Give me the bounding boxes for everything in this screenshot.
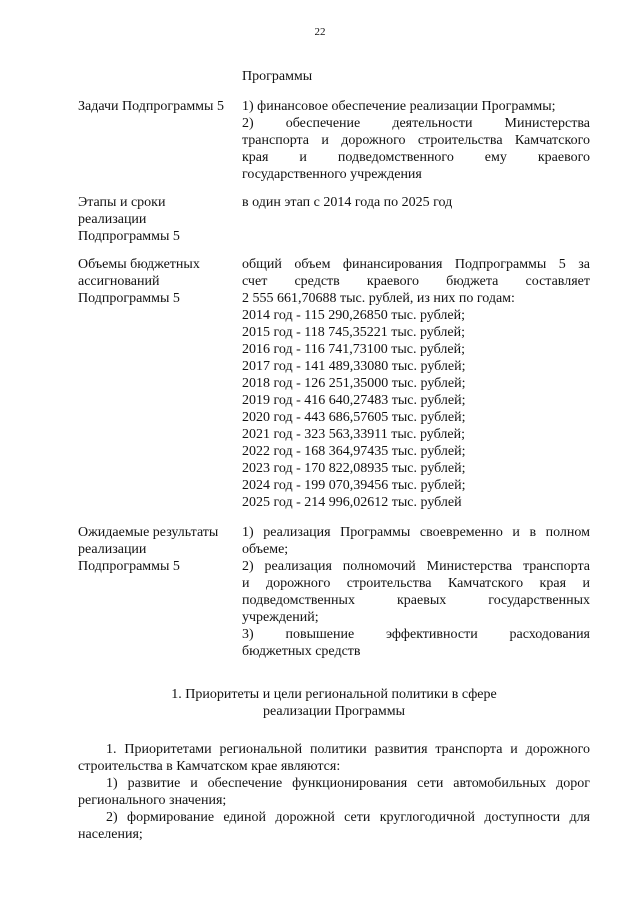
body-line: 1) развитие и обеспечение функционирования сети автомобильных дорог — [106, 776, 590, 791]
results-label-line: Ожидаемые результаты — [78, 525, 219, 540]
stages-label-line: Этапы и сроки — [78, 195, 166, 210]
stages-value-text: в один этап с 2014 года по 2025 год — [242, 195, 453, 210]
results-line: 2) реализация полномочий Министерства транспорта — [242, 559, 590, 574]
section-heading — [78, 686, 590, 720]
results-line: и дорожного строительства Камчатского края и — [242, 576, 590, 591]
results-line: учреждений; — [242, 610, 319, 625]
tasks-line: края и подведомственного ему краевого — [242, 150, 590, 165]
stages-label-line: реализации — [78, 212, 147, 227]
budget-year: 2021 год - 323 563,33911 тыс. рублей; — [242, 427, 465, 442]
results-line: бюджетных средств — [242, 644, 361, 659]
results-value — [242, 524, 590, 660]
tasks-line: государственного учреждения — [242, 167, 422, 182]
budget-label-line: ассигнований — [78, 274, 160, 289]
tasks-label — [78, 98, 238, 115]
stages-label-line: Подпрограммы 5 — [78, 229, 180, 244]
budget-year: 2015 год - 118 745,35221 тыс. рублей; — [242, 325, 465, 340]
results-line: подведомственных краевых государственных — [242, 593, 590, 608]
budget-label — [78, 256, 238, 307]
budget-year: 2024 год - 199 070,39456 тыс. рублей; — [242, 478, 466, 493]
budget-line: 2 555 661,70688 тыс. рублей, из них по годам: — [242, 291, 515, 306]
body-line: строительства в Камчатском крае являются: — [78, 759, 341, 774]
budget-label-line: Объемы бюджетных — [78, 257, 200, 272]
budget-year: 2018 год - 126 251,35000 тыс. рублей; — [242, 376, 466, 391]
budget-value — [242, 256, 590, 511]
tasks-value — [242, 98, 590, 183]
body-line: населения; — [78, 827, 143, 842]
budget-year: 2017 год - 141 489,33080 тыс. рублей; — [242, 359, 466, 374]
budget-year: 2020 год - 443 686,57605 тыс. рублей; — [242, 410, 466, 425]
budget-year: 2016 год - 116 741,73100 тыс. рублей; — [242, 342, 465, 357]
results-label — [78, 524, 238, 575]
stages-label — [78, 194, 238, 245]
budget-line: счет средств краевого бюджета составляет — [242, 274, 590, 289]
budget-year: 2023 год - 170 822,08935 тыс. рублей; — [242, 461, 466, 476]
passport-carryover — [242, 68, 590, 85]
body-line: регионального значения; — [78, 793, 227, 808]
tasks-line: 2) обеспечение деятельности Министерства — [242, 116, 590, 131]
budget-year: 2025 год - 214 996,02612 тыс. рублей — [242, 495, 462, 510]
carryover-text: Программы — [242, 69, 313, 84]
section-heading-line: 1. Приоритеты и цели региональной политики в сфере — [171, 687, 497, 702]
results-line: 3) повышение эффективности расходования — [242, 627, 590, 642]
body-line: 2) формирование единой дорожной сети круглогодичной доступности для — [106, 810, 590, 825]
budget-year: 2014 год - 115 290,26850 тыс. рублей; — [242, 308, 465, 323]
results-label-line: Подпрограммы 5 — [78, 559, 180, 574]
stages-value — [242, 194, 590, 211]
body-line: 1. Приоритетами региональной политики развития транспорта и дорожного — [106, 742, 590, 757]
budget-line: общий объем финансирования Подпрограммы 5 за — [242, 257, 590, 272]
section-body — [78, 741, 590, 843]
results-label-line: реализации — [78, 542, 147, 557]
budget-label-line: Подпрограммы 5 — [78, 291, 180, 306]
results-line: 1) реализация Программы своевременно и в полном — [242, 525, 590, 540]
page-number: 22 — [314, 26, 326, 38]
tasks-label-text: Задачи Подпрограммы 5 — [78, 99, 224, 114]
budget-year: 2019 год - 416 640,27483 тыс. рублей; — [242, 393, 466, 408]
tasks-line: транспорта и дорожного строительства Камчатского — [242, 133, 590, 148]
tasks-line: 1) финансовое обеспечение реализации Программы; — [242, 99, 556, 114]
section-heading-line: реализации Программы — [262, 704, 406, 719]
budget-year: 2022 год - 168 364,97435 тыс. рублей; — [242, 444, 466, 459]
results-line: объеме; — [242, 542, 289, 557]
